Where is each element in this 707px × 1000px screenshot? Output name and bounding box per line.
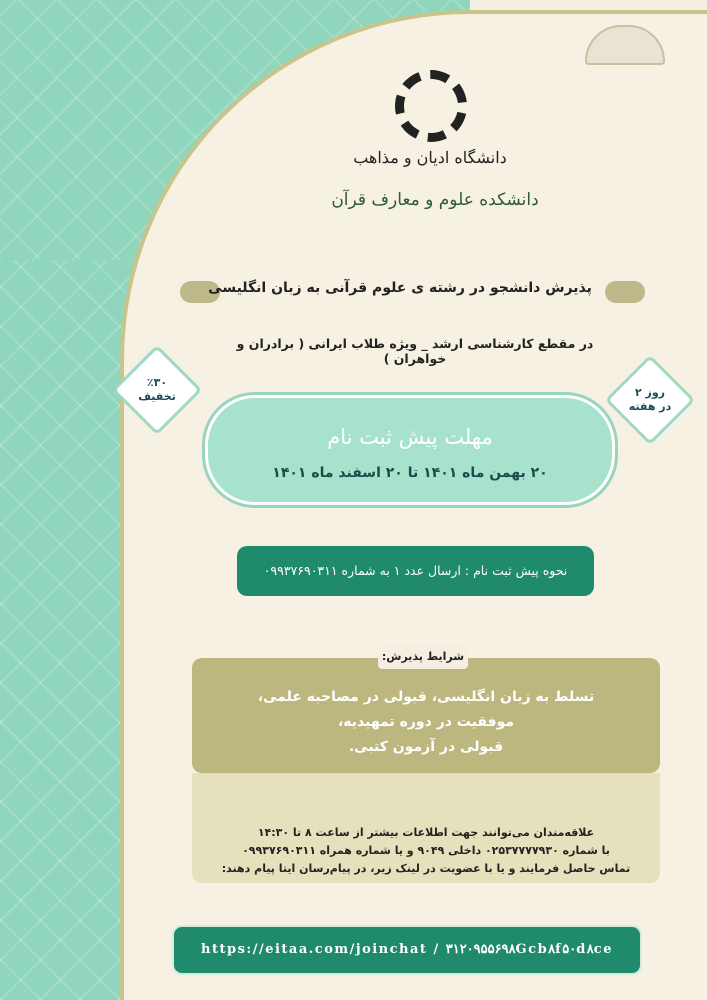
- university-logo: [395, 70, 467, 142]
- deadline-dates: ۲۰ بهمن ماه ۱۴۰۱ تا ۲۰ اسفند ماه ۱۴۰۱: [272, 465, 548, 481]
- days-badge: [618, 386, 682, 414]
- deadline-title: مهلت پیش ثبت نام: [327, 425, 493, 449]
- main-title: پذیرش دانشجو در رشته ی علوم قرآنی به زبان انگلیسی: [208, 280, 592, 296]
- condition-item: موفقیت در دوره تمهیدیه،: [337, 714, 515, 730]
- info-line: علاقه‌مندان می‌توانند جهت اطلاعات بیشتر از ساعت ۸ تا ۱۴:۳۰: [257, 826, 595, 839]
- info-line: تماس حاصل فرمایند و یا با عضویت در لینک زیر، در پیام‌رسان ایتا پیام دهند:: [221, 862, 631, 875]
- info-line: با شماره ۰۲۵۳۷۷۷۷۹۳۰ داخلی ۹۰۴۹ و یا شماره همراه ۰۹۹۳۷۶۹۰۳۱۱: [242, 844, 610, 857]
- discount-label: تخفیف: [138, 390, 176, 403]
- condition-item: قبولی در آزمون کتبی.: [348, 739, 504, 755]
- eitaa-join-link[interactable]: https://eitaa.com/joinchat / ۳۱۲۰۹۵۵۶۹۸Gcb۸f۵۰d۸ce: [172, 925, 642, 975]
- condition-item: تسلط به زبان انگلیسی، قبولی در مصاحبه علمی،: [257, 689, 595, 705]
- faculty-name: دانشکده علوم و معارف قرآن: [331, 190, 539, 210]
- university-name: دانشگاه ادیان و مذاهب: [353, 148, 507, 167]
- deadline-box: [205, 395, 615, 505]
- ornament-icon: [605, 281, 645, 303]
- subtitle: در مقطع کارشناسی ارشد _ ویژه طلاب ایرانی ( برادران و خواهران ): [236, 336, 594, 366]
- discount-value: ٪۳۰: [146, 376, 168, 389]
- registration-method: نحوه پیش ثبت نام : ارسال عدد ۱ به شماره ۰۹۹۳۷۶۹۰۳۱۱: [237, 546, 594, 596]
- conditions-list: [192, 685, 660, 760]
- conditions-header: شرایط پذیرش:: [378, 645, 468, 669]
- contact-info: [192, 824, 660, 878]
- discount-badge: [125, 376, 189, 404]
- days-value: ۲ روز: [634, 386, 666, 399]
- days-label: در هفته: [628, 400, 672, 413]
